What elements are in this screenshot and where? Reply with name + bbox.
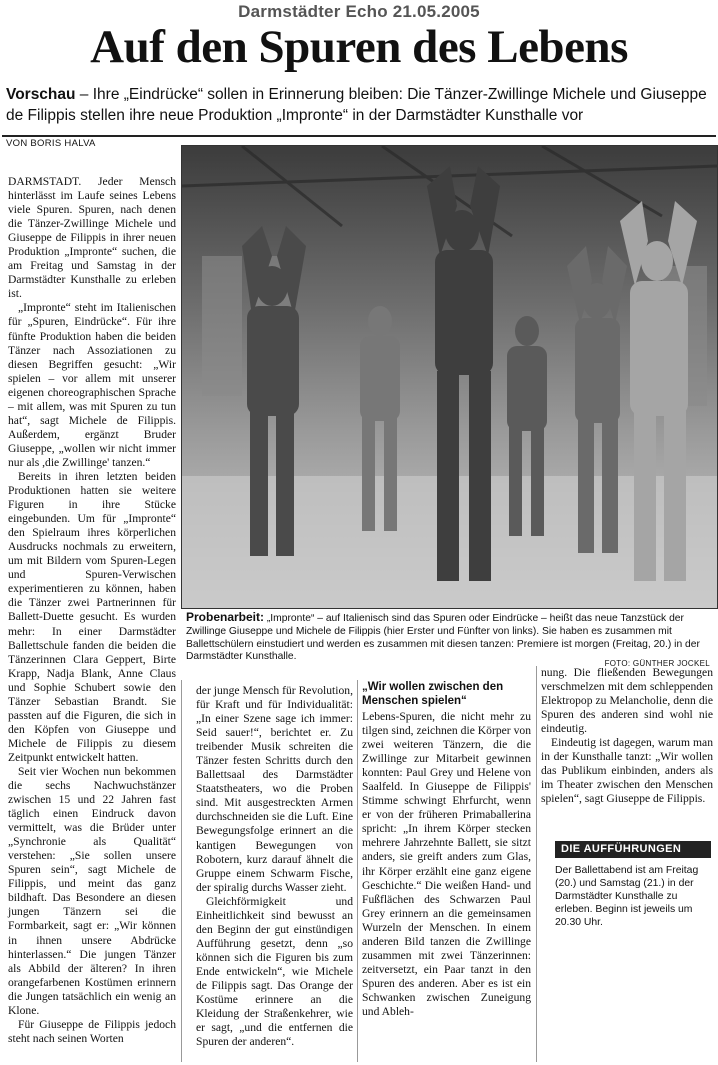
column-divider (536, 666, 537, 1062)
deck-label: Vorschau (6, 86, 76, 103)
paragraph: Gleichförmigkeit und Einheitlichkeit sind bewusst an den Beginn der gut einstündigen Aufführung gesetzt, denn „so können sich die Figuren bis zum Ende entwickeln“, wie Michele de Filippis sagt. Das Orange der Kostüme erinnere an die Kleidung der Straßenkehrer, wie er sagt, „und die entfernen die Spuren der anderen“. (196, 894, 353, 1049)
newspaper-source: Darmstädter Echo 21.05.2005 (238, 2, 480, 21)
caption-label: Probenarbeit: (186, 610, 265, 624)
paragraph: Bereits in ihren letzten beiden Produktionen hatten sie weitere Figuren in ihre Stücke eingebunden. Um für „Impronte“ den Spielraum ihres körperlichen Ausdrucks nochmals zu erweitern, um mit Bildern vom Spuren-Legen und Spuren-Verwischen experimentieren zu können, haben die Tänzer zwei Partnerinnen für Ballett-Duette gesucht. Es wurden mehr: In einer Darmstädter Ballettschule fanden die beiden die Tänzerinnen Clara Geppert, Birte Krapp, Nadja Blank, Anne Claus und Sophie Schubert sowie den Tänzer Sebastian Brandt. Sie passten auf die Figuren, die sich in den Köpfen von Giuseppe und Michele de Filippis zu diesem Zeitpunkt entwickelt hatten. (8, 469, 176, 764)
byline: VON BORIS HALVA (6, 138, 96, 149)
paragraph: Lebens-Spuren, die nicht mehr zu tilgen sind, zeichnen die Körper von zwei weiteren Tänzern, die die Zwillinge zur Mitarbeit gewinnen konnten: Paul Grey und Helene von Saalfeld. In Giuseppe de Filippis' Stimme schwingt Ehrfurcht, wenn er von der früheren Primaballerina spricht: „In ihrem Körper stecken mehrere Jahrzehnte Ballett, sie sitzt anders, sie greift anders zum Glas, ihr Körper erzählt eine ganz eigene Geschichte.“ Die weißen Hand- und Fußflächen des Schwarzen Paul Grey erinnern an die gemeinsamen Wurzeln der Menschen. In einem anderen Bild tanzen die Zwillinge zusammen mit zwei Tänzerinnen: zeitversetzt, ein Paar tanzt in den Spuren des anderen. Aber es ist ein Schwanken zwischen Zuneigung und Ableh- (362, 710, 531, 1018)
article-column-2 (196, 684, 353, 1049)
headline: Auf den Spuren des Lebens (90, 21, 628, 73)
photo-credit: FOTO: GÜNTHER JOCKEL (604, 659, 710, 668)
paragraph: nung. Die fließenden Bewegungen verschmelzen mit dem schleppenden Elektropop zu Melancholie, denn die Spuren des anderen sind wohl nie eindeutig. (541, 666, 713, 736)
article-column-4 (541, 666, 713, 806)
paragraph: Für Giuseppe de Filippis jedoch steht nach seinen Worten (8, 1017, 176, 1045)
article-column-3 (362, 680, 531, 1019)
header-rule (2, 135, 716, 137)
infobox-title: DIE AUFFÜHRUNGEN (555, 841, 711, 858)
photo-caption (186, 611, 714, 664)
rehearsal-photo (181, 145, 718, 609)
caption-text: „Impronte“ – auf Italienisch sind das Spuren oder Eindrücke – heißt das neue Tanzstück der Zwillinge Giuseppe und Michele de Filippis (hier Erster und Fünfter von links). Sie haben es zusammen mit Ballettschülern einstudiert und werden es zusammen mit diesen tanzen: Premiere ist morgen (Freitag, 20.) in der Darmstädter Kunsthalle. (186, 613, 700, 663)
paragraph: DARMSTADT. Jeder Mensch hinterlässt im Laufe seines Lebens viele Spuren. Spuren, nach denen die Tänzer-Zwillinge Michele und Giuseppe de Filippis in ihrer neuen Produktion „Impronte“ suchen, die am Freitag und Samstag in der Darmstädter Kunsthalle zu erleben ist. (8, 175, 176, 301)
column-divider (181, 680, 182, 1062)
paragraph: Eindeutig ist dagegen, warum man in der Kunsthalle tanzt: „Wir wollen das Publikum einbinden, anders als im Theater zwischen den Menschen spielen“, sagt Giuseppe de Filippis. (541, 736, 713, 806)
paragraph: „Impronte“ steht im Italienischen für „Spuren, Eindrücke“. Für ihre fünfte Produktion haben die beiden Tänzer nach Assoziationen zu diesen Begriffen gesucht: „Wir spielen – vor allem mit unserer eigenen choreographischen Sprache – mit allem, was mit Spuren zu tun hat“, sagt Michele de Filippis. Außerdem, ergänzt Bruder Giuseppe, „wollen wir nicht immer nur als ,die Zwillinge' tanzen.“ (8, 301, 176, 469)
dancers-illustration (182, 146, 717, 608)
deck (6, 84, 714, 126)
paragraph: Seit vier Wochen nun bekommen die sechs Nachwuchstänzer zwischen 15 und 22 Jahren fast täglich einen Eindruck davon vermittelt, was die Brüder unter „Synchronie als Qualität“ verstehen: „Sie sollen unsere Spuren sein“, sagt Michele de Filippis, und meint das ganz bildhaft. Das Besondere an diesen jungen Tänzern sei die Formbarkeit, sagt er: „Wir können in ihnen unsere Abdrücke hinterlassen.“ Die jungen Tänzer als Abbild der älteren? In ihren orangefarbenen Kostümen erinnern die Jungen tatsächlich ein wenig an Klone. (8, 764, 176, 1017)
paragraph: der junge Mensch für Revolution, für Kraft und für Individualität: „In einer Szene sage ich immer: Seid sauer!“, berichtet er. Zu treibender Musik schreiten die Tänzer festen Schritts durch den Ballettsaal des Darmstädter Staatstheaters, wo die Proben sind. Mit ausgestreckten Armen durchschneiden sie die Luft. Eine Bewegungsfolge erinnert an die kantigen Bewegungen von Robotern, kurz darauf ähnelt die Gruppe einem Schwarm Fische, der spiralig durchs Wasser zieht. (196, 684, 353, 894)
article-column-1 (8, 175, 176, 1046)
infobox-text: Der Ballettabend ist am Freitag (20.) und Samstag (21.) in der Darmstädter Kunsthalle zu erleben. Beginn ist jeweils um 20.30 Uhr. (555, 865, 699, 928)
subheading: „Wir wollen zwischen den Menschen spielen“ (362, 681, 504, 707)
column-divider (357, 680, 358, 1062)
deck-text: – Ihre „Eindrücke“ sollen in Erinnerung bleiben: Die Tänzer-Zwillinge Michele und Giuseppe de Filippis stellen ihre neue Produktion „Impronte“ in der Darmstädter Kunsthalle vor (6, 86, 707, 124)
